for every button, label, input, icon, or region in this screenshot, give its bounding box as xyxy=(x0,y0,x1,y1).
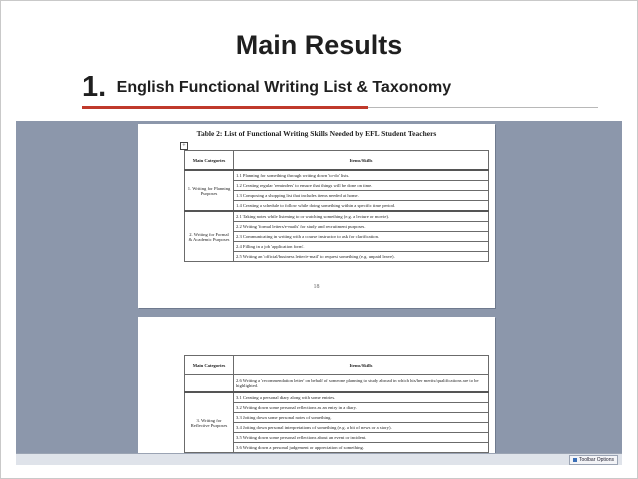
table-header-row xyxy=(185,356,489,375)
item-cell: 2.5 Writing an 'official/business letter/e-mail' to request something (e.g. unpaid leave). xyxy=(234,252,489,262)
header-main-categories: Main Categories xyxy=(185,151,234,171)
subtitle-number: 1. xyxy=(82,71,107,103)
subtitle-text: English Functional Writing List & Taxonomy xyxy=(116,78,452,96)
item-cell: 3.4 Jotting down personal interpretations of something (e.g. a bit of news or a story). xyxy=(234,423,489,433)
table-row xyxy=(185,375,489,393)
item-cell: 3.2 Writing down some personal reflections as an entry in a diary. xyxy=(234,403,489,413)
header-items-skills: Items/Skills xyxy=(234,151,489,171)
item-cell: 3.5 Writing down some personal reflections about an event or incident. xyxy=(234,433,489,443)
document-viewer[interactable] xyxy=(16,121,622,464)
item-cell: 3.6 Writing down a personal judgement or appreciation of something. xyxy=(234,443,489,453)
toolbar-options-button[interactable] xyxy=(569,455,618,465)
item-cell: 1.1 Planning for something through writing down 'to-do' lists. xyxy=(234,170,489,181)
item-cell: 3.3 Jotting down some personal notes of something. xyxy=(234,413,489,423)
item-cell: 1.3 Composing a shopping list that includes items needed at home. xyxy=(234,191,489,201)
category-cell-continued xyxy=(185,375,234,393)
item-cell: 3.1 Creating a personal diary along with some entries. xyxy=(234,392,489,403)
slide-title: Main Results xyxy=(235,30,403,60)
item-cell: 2.1 Taking notes while listening to or watching something (e.g. a lecture or movie). xyxy=(234,211,489,222)
category-cell: 1. Writing for Planning Purposes xyxy=(185,170,234,211)
table-anchor-handle[interactable]: + xyxy=(180,142,188,150)
toolbar-options-icon xyxy=(573,458,577,462)
category-cell: 2. Writing for Formal & Academic Purposes xyxy=(185,211,234,262)
skills-table-page-2 xyxy=(184,355,489,453)
table-header-row xyxy=(185,151,489,171)
item-cell: 1.2 Creating regular 'reminders' to ensure that things will be done on time. xyxy=(234,181,489,191)
table-row xyxy=(185,392,489,403)
header-items-skills: Items/Skills xyxy=(234,356,489,375)
slide-subtitle xyxy=(82,71,451,104)
item-cell: 2.3 Communicating in writing with a course instructor to ask for clarification. xyxy=(234,232,489,242)
skills-table-page-1 xyxy=(184,150,489,262)
item-cell: 2.4 Filling in a job 'application form'. xyxy=(234,242,489,252)
table-caption: Table 2: List of Functional Writing Skills Needed by EFL Student Teachers xyxy=(196,129,437,138)
item-cell: 2.6 Writing a 'recommendation letter' on behalf of someone planning to study abroad in which his/her merits/qualifications are to be highlighted. xyxy=(234,375,489,393)
item-cell: 1.4 Creating a schedule to follow while doing something within a specific time period. xyxy=(234,201,489,212)
document-page-1 xyxy=(138,124,495,308)
category-cell: 3. Writing for Reflective Purposes xyxy=(185,392,234,453)
page-number: 18 xyxy=(313,284,320,290)
item-cell: 2.2 Writing 'formal letters/e-mails' for study and recruitment purposes. xyxy=(234,222,489,232)
divider-rule xyxy=(368,107,598,108)
table-row xyxy=(185,211,489,222)
accent-rule xyxy=(82,106,368,109)
viewer-status-bar xyxy=(16,453,622,465)
toolbar-options-label: Toolbar Options xyxy=(578,457,614,463)
table-row xyxy=(185,170,489,181)
header-main-categories: Main Categories xyxy=(185,356,234,375)
document-page-2 xyxy=(138,317,495,464)
